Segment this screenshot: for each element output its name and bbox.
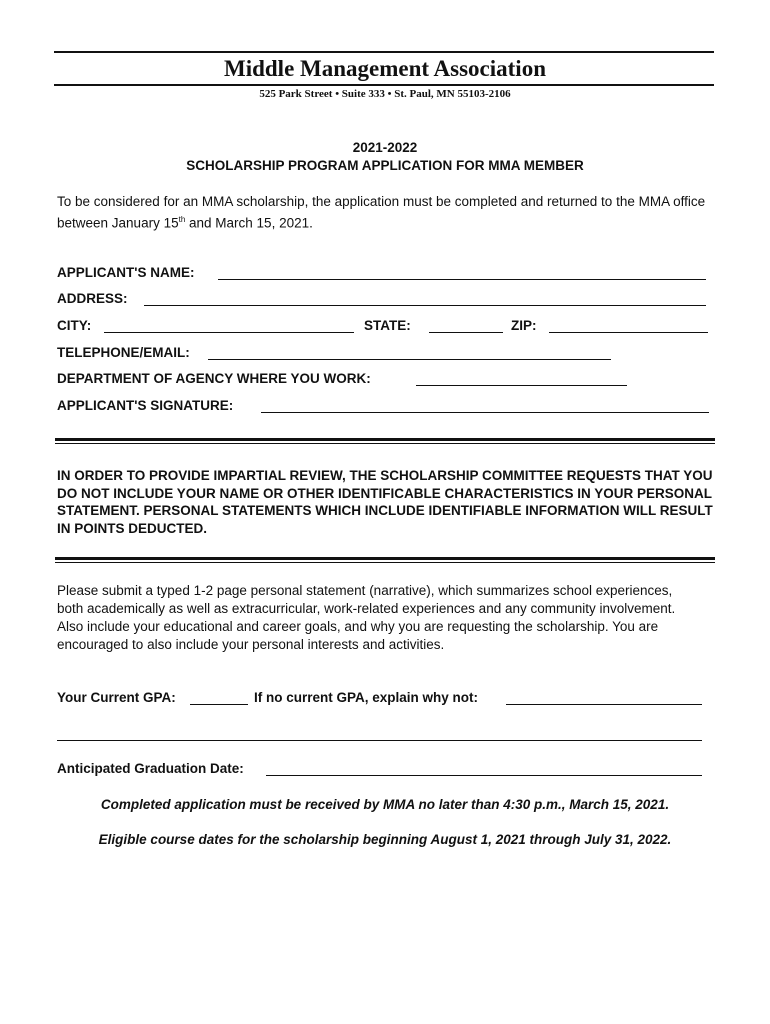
signature-field[interactable] [261,398,709,413]
city-field[interactable] [104,318,354,333]
state-field[interactable] [429,318,503,333]
zip-field[interactable] [549,318,708,333]
impartial-review-notice: IN ORDER TO PROVIDE IMPARTIAL REVIEW, THE SCHOLARSHIP COMMITTEE REQUESTS THAT YOU DO NOT INCLUDE YOUR NAME OR OTHER IDENTIFICABLE CHARACTERISTICS IN YOUR PERSONAL STATEMENT. PERSONAL STATEMENTS WHICH INCLUDE IDENTIFIABLE INFORMATION WILL RESULT IN POINTS DEDUCTED. [57,468,713,536]
applicant-name-label: APPLICANT'S NAME: [57,265,195,280]
graduation-date-label: Anticipated Graduation Date: [57,761,244,776]
department-field[interactable] [416,371,627,386]
organization-address: 525 Park Street • Suite 333 • St. Paul, MN 55103-2106 [259,88,511,100]
state-label: STATE: [364,318,411,333]
deadline-notice: Completed application must be received by MMA no later than 4:30 p.m., March 15, 2021. [100,797,670,812]
eligibility-notice: Eligible course dates for the scholarship beginning August 1, 2021 through July 31, 2022. [98,832,672,847]
intro-text-end: and March 15, 2021. [185,215,313,231]
city-label: CITY: [57,318,92,333]
address-label: ADDRESS: [57,291,128,306]
section-separator-top [55,438,715,441]
page-title: SCHOLARSHIP PROGRAM APPLICATION FOR MMA MEMBER [186,158,584,173]
department-label: DEPARTMENT OF AGENCY WHERE YOU WORK: [57,371,371,386]
gpa-label: Your Current GPA: [57,690,176,705]
address-field[interactable] [144,291,706,306]
no-gpa-label: If no current GPA, explain why not: [254,690,479,705]
telephone-email-label: TELEPHONE/EMAIL: [57,345,190,360]
intro-text: To be considered for an MMA scholarship, the application must be completed and returned to the MMA office between January 15 [57,194,706,231]
notice-separator-top [55,557,715,560]
organization-name: Middle Management Association [224,56,546,81]
graduation-date-field[interactable] [266,761,702,776]
intro-superscript: th [178,215,186,224]
program-year: 2021-2022 [352,140,418,155]
signature-label: APPLICANT'S SIGNATURE: [57,398,234,413]
header-bottom-rule [54,84,714,86]
applicant-name-field[interactable] [218,265,706,280]
section-separator-bottom [55,443,715,444]
no-gpa-explanation-field[interactable] [506,690,702,705]
telephone-email-field[interactable] [208,345,611,360]
notice-separator-bottom [55,562,715,563]
gpa-field[interactable] [190,690,248,705]
zip-label: ZIP: [511,318,537,333]
personal-statement-instructions: Please submit a typed 1-2 page personal statement (narrative), which summarizes school experiences, both academically as well as extracurricular, work-related experiences and any community involvement. Also include your educational and career goals, and why you are requesting the scholarship. You are encouraged to also include your personal interests and activities. [57,583,676,652]
intro-paragraph [57,193,717,233]
header-top-rule [54,51,714,53]
no-gpa-explanation-field-line2[interactable] [57,726,702,741]
